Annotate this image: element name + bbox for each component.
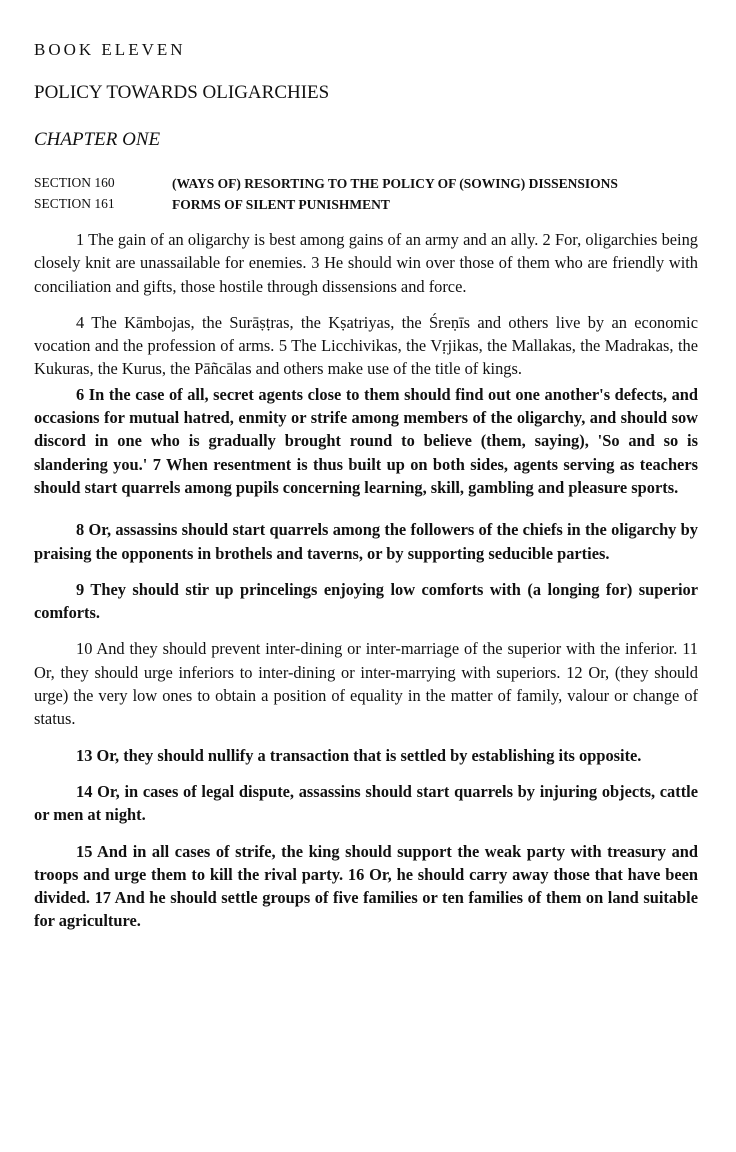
paragraph: 15 And in all cases of strife, the king should support the weak party with treasury and troops and urge them to kill the rival party. 16 Or, he should carry away those that have been divided. 17 And he should settle groups of five families or ten families of them on land suitable for agriculture. bbox=[34, 841, 698, 931]
section-label: SECTION 160 bbox=[34, 175, 115, 190]
paragraph: 8 Or, assassins should start quarrels among the followers of the chiefs in the oligarchy by praising the opponents in brothels and taverns, or by supporting seducible parties. bbox=[34, 520, 698, 563]
section-row bbox=[34, 175, 698, 193]
paragraph: 6 In the case of all, secret agents close to them should find out one another's defects, and occasions for mutual hatred, enmity or strife among members of the oligarchy, and should sow discord in one who is gradually brought round to believe (them, saying), 'So and so is slandering you.' 7 When resentment is thus built up on both sides, agents serving as teachers should start quarrels among pupils concerning learning, skill, gambling and pleasure sports. bbox=[34, 384, 698, 497]
paragraph: 9 They should stir up princelings enjoying low comforts with (a longing for) superior comforts. bbox=[34, 579, 698, 623]
chapter-heading: CHAPTER ONE bbox=[34, 129, 161, 150]
paragraph: 13 Or, they should nullify a transaction that is settled by establishing its opposite. bbox=[76, 745, 642, 765]
section-list bbox=[34, 175, 698, 214]
section-label: SECTION 161 bbox=[34, 196, 115, 211]
section-title: FORMS OF SILENT PUNISHMENT bbox=[172, 197, 390, 212]
section-row bbox=[34, 196, 698, 214]
section-title: (WAYS OF) RESORTING TO THE POLICY OF (SOWING) DISSENSIONS bbox=[172, 176, 618, 191]
paragraph: 1 The gain of an oligarchy is best among gains of an army and an ally. 2 For, oligarchies being closely knit are unassailable for enemies. 3 He should win over those of them who are friendly with conciliation and gifts, those hostile through dissensions and force. bbox=[34, 230, 698, 296]
book-heading: BOOK ELEVEN bbox=[34, 40, 186, 59]
page-title: POLICY TOWARDS OLIGARCHIES bbox=[34, 82, 330, 103]
paragraph: 14 Or, in cases of legal dispute, assassins should start quarrels by injuring objects, cattle or men at night. bbox=[34, 781, 698, 825]
paragraph: 10 And they should prevent inter-dining or inter-marriage of the superior with the inferior. 11 Or, they should urge inferiors to inter-dining or inter-marrying with superiors. 12 Or, (they should urge) the very low ones to obtain a position of equality in the matter of family, valour or change of status. bbox=[34, 639, 698, 729]
paragraph: 4 The Kāmbojas, the Surāṣṭras, the Kṣatriyas, the Śreṇīs and others live by an economic vocation and the profession of arms. 5 The Licchivikas, the Vṛjikas, the Mallakas, the Madrakas, the Kukuras, the Kurus, the Pāñcālas and others make use of the title of kings. bbox=[34, 312, 698, 379]
